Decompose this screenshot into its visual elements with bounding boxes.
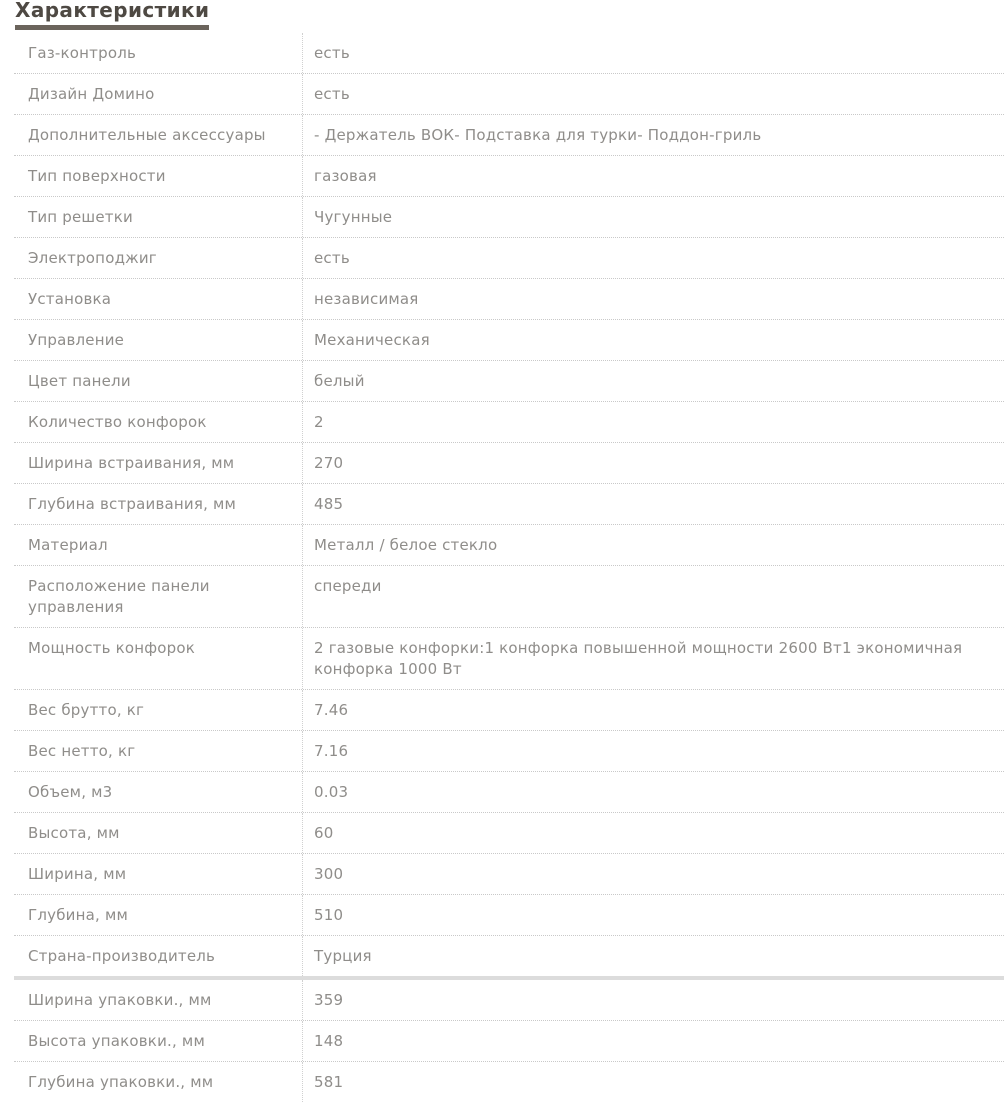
table-row — [14, 74, 1004, 115]
table-row — [14, 772, 1004, 813]
spec-label: Установка — [28, 290, 112, 308]
spec-label: Объем, м3 — [28, 783, 113, 801]
table-row — [14, 279, 1004, 320]
table-row — [14, 980, 1004, 1021]
spec-label: Мощность конфорок — [28, 639, 196, 657]
spec-value: есть — [302, 33, 1004, 73]
spec-label: Ширина встраивания, мм — [28, 454, 235, 472]
spec-value: Турция — [302, 936, 1004, 976]
table-row — [14, 895, 1004, 936]
spec-value: есть — [302, 238, 1004, 278]
spec-label: Высота упаковки., мм — [28, 1032, 205, 1050]
spec-value: 148 — [302, 1021, 1004, 1061]
spec-value: есть — [302, 74, 1004, 114]
spec-label: Дизайн Домино — [28, 85, 155, 103]
table-row — [14, 115, 1004, 156]
spec-value: 2 — [302, 402, 1004, 442]
spec-value: 0.03 — [302, 772, 1004, 812]
table-row — [14, 731, 1004, 772]
spec-label: Количество конфорок — [28, 413, 207, 431]
spec-label: Тип поверхности — [28, 167, 166, 185]
spec-label: Вес брутто, кг — [28, 701, 145, 719]
spec-value: 270 — [302, 443, 1004, 483]
spec-label: Управление — [28, 331, 125, 349]
table-row — [14, 936, 1004, 976]
spec-value: 2 газовые конфорки:1 конфорка повышенной мощности 2600 Вт1 экономичная конфорка 1000 Вт — [302, 628, 1004, 689]
spec-value: 510 — [302, 895, 1004, 935]
spec-value: 7.46 — [302, 690, 1004, 730]
table-row — [14, 238, 1004, 279]
table-row — [14, 33, 1004, 74]
spec-value: независимая — [302, 279, 1004, 319]
spec-value: белый — [302, 361, 1004, 401]
table-row — [14, 525, 1004, 566]
table-row — [14, 690, 1004, 731]
spec-label: Ширина, мм — [28, 865, 127, 883]
spec-value: 60 — [302, 813, 1004, 853]
spec-label: Цвет панели — [28, 372, 131, 390]
spec-label: Вес нетто, кг — [28, 742, 136, 760]
spec-label: Электроподжиг — [28, 249, 157, 267]
spec-value: газовая — [302, 156, 1004, 196]
spec-label: Расположение панели управления — [28, 577, 210, 616]
table-row — [14, 628, 1004, 690]
table-row — [14, 484, 1004, 525]
section-title: Характеристики — [15, 0, 209, 30]
spec-label: Ширина упаковки., мм — [28, 991, 212, 1009]
table-row — [14, 156, 1004, 197]
spec-value: 581 — [302, 1062, 1004, 1102]
spec-label: Высота, мм — [28, 824, 120, 842]
table-row — [14, 402, 1004, 443]
spec-value: Чугунные — [302, 197, 1004, 237]
spec-value: 7.16 — [302, 731, 1004, 771]
table-row — [14, 443, 1004, 484]
table-row — [14, 320, 1004, 361]
table-row — [14, 854, 1004, 895]
spec-value: Механическая — [302, 320, 1004, 360]
table-row — [14, 361, 1004, 402]
spec-value: - Держатель ВОК- Подставка для турки- Поддон-гриль — [302, 115, 1004, 155]
spec-label: Глубина, мм — [28, 906, 128, 924]
spec-value: 485 — [302, 484, 1004, 524]
spec-label: Страна-производитель — [28, 947, 216, 965]
spec-value: 300 — [302, 854, 1004, 894]
spec-label: Глубина встраивания, мм — [28, 495, 237, 513]
spec-label: Материал — [28, 536, 108, 554]
table-row — [14, 1062, 1004, 1102]
spec-label: Тип решетки — [28, 208, 133, 226]
spec-value: спереди — [302, 566, 1004, 627]
table-row — [14, 1021, 1004, 1062]
spec-label: Дополнительные аксессуары — [28, 126, 266, 144]
spec-value: Металл / белое стекло — [302, 525, 1004, 565]
spec-value: 359 — [302, 980, 1004, 1020]
table-row — [14, 566, 1004, 628]
spec-label: Глубина упаковки., мм — [28, 1073, 214, 1091]
spec-table — [14, 33, 1004, 1102]
table-row — [14, 197, 1004, 238]
spec-label: Газ-контроль — [28, 44, 137, 62]
table-row — [14, 813, 1004, 854]
